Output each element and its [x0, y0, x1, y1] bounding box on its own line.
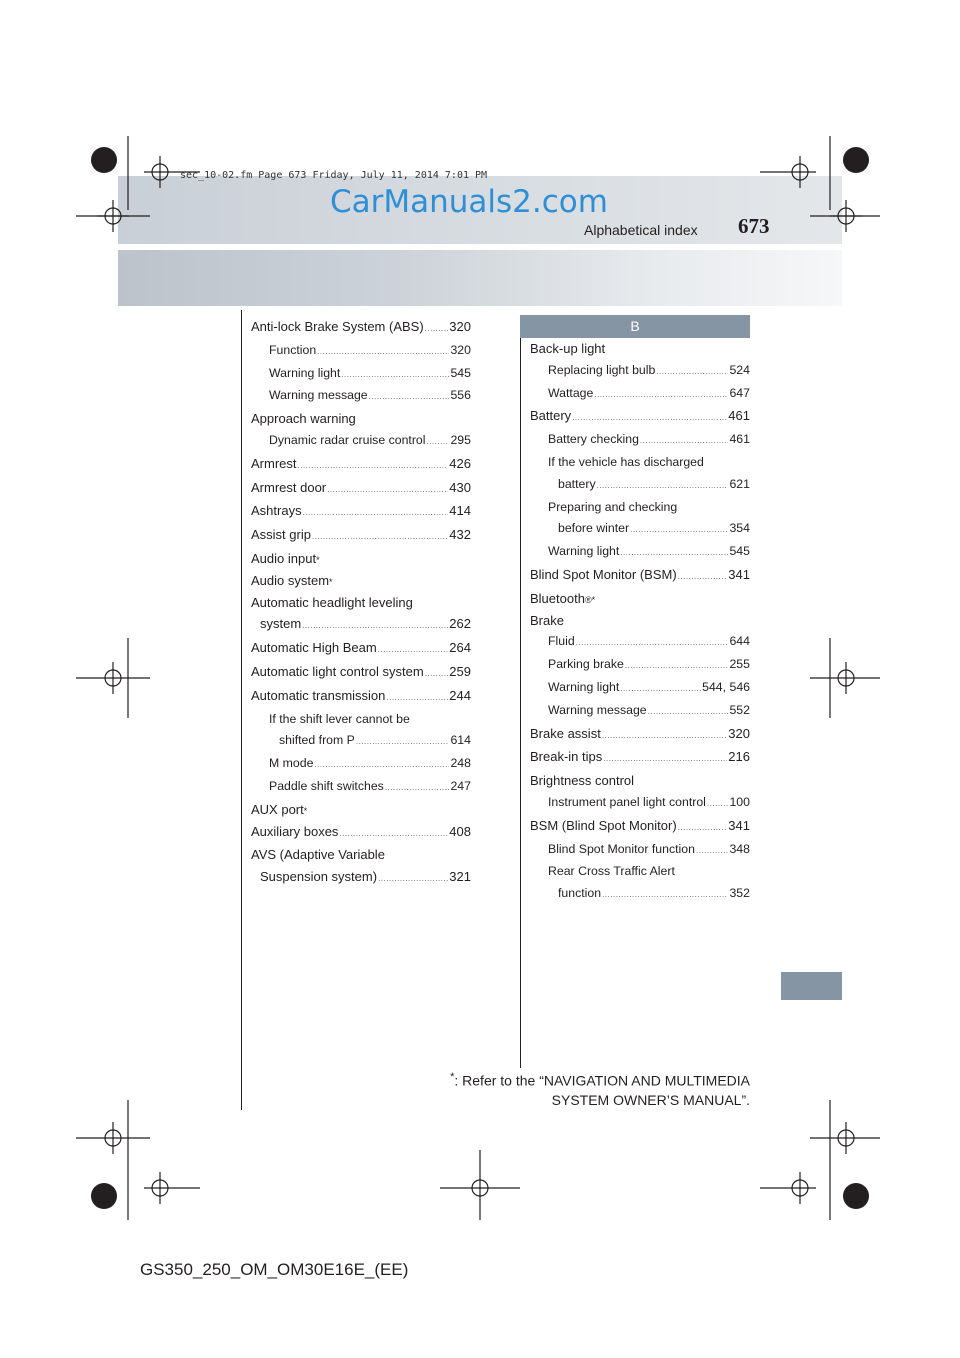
index-entry-page: 341: [728, 817, 750, 833]
index-entry-term: shifted from P: [279, 733, 355, 748]
index-entry-term: Warning message: [269, 388, 368, 403]
index-entry-term: Bluetooth: [530, 590, 585, 606]
index-entry-term: Fluid: [548, 634, 575, 649]
index-entry-page: 644: [729, 634, 750, 649]
index-entry-page: 352: [729, 886, 750, 901]
index-entry: AUX port *: [251, 799, 471, 821]
index-entry-term: before winter: [558, 521, 630, 536]
section-letter-bar: B: [520, 315, 750, 338]
index-entry-term: Warning light: [548, 544, 620, 559]
page-number: 673: [738, 214, 770, 238]
index-entry-term: Battery: [530, 408, 572, 424]
index-entry-page: 321: [449, 869, 471, 885]
index-entry-page: 320: [728, 725, 750, 741]
index-entry-page: 354: [729, 521, 750, 536]
index-entry-term: Function: [269, 342, 317, 357]
index-entry-term: Brake: [530, 612, 564, 628]
index-entry-term: battery: [558, 476, 596, 491]
index-entry-term: Audio input: [251, 550, 317, 566]
index-entry-term: AUX port: [251, 801, 304, 817]
index-entry-page: 430: [449, 479, 471, 495]
index-entry-term: Armrest door: [251, 479, 327, 495]
index-entry-page: 320: [449, 319, 471, 334]
index-entry-page: 414: [449, 503, 471, 519]
index-entry-term: Warning light: [269, 365, 341, 380]
index-entry-term: If the shift lever cannot be: [269, 711, 410, 726]
watermark-text: CarManuals2.com: [330, 184, 608, 220]
print-stamp: sec_10-02.fm Page 673 Friday, July 11, 2014 7:01 PM: [180, 170, 488, 181]
index-entry-page: 348: [729, 841, 750, 856]
index-entry-term: If the vehicle has discharged: [548, 454, 704, 469]
index-entry-term: Assist grip: [251, 527, 311, 543]
index-entry-term: Paddle shift switches: [269, 778, 384, 793]
index-entry-page: 255: [729, 657, 750, 672]
index-entry-term: Parking brake: [548, 657, 624, 672]
index-entry-page: 556: [450, 388, 471, 403]
page-title: Alphabetical index: [584, 222, 698, 238]
index-entry-term: Automatic light control system: [251, 663, 424, 679]
footer-document-code: GS350_250_OM_OM30E16E_(EE): [140, 1260, 409, 1279]
index-entry-term: AVS (Adaptive Variable: [251, 847, 385, 863]
index-entry-term: Battery checking: [548, 432, 639, 447]
index-entry-page: 262: [449, 616, 471, 632]
index-entry-page: 647: [729, 385, 750, 400]
index-entry-page: 621: [729, 476, 750, 491]
index-entry-term: Preparing and checking: [548, 499, 678, 514]
index-entry-term: function: [558, 886, 602, 901]
index-entry-page: 320: [450, 342, 471, 357]
index-entry-term: Brightness control: [530, 773, 635, 789]
index-entry-term: Automatic High Beam: [251, 640, 377, 656]
index-entry-page: 524: [729, 362, 750, 377]
index-entry-page: 461: [729, 432, 750, 447]
index-entry-term: Audio system: [251, 572, 330, 588]
index-entry-term: Blind Spot Monitor function: [548, 841, 695, 856]
index-entry-page: 545: [729, 544, 750, 559]
footnote-line-2: SYSTEM OWNER’S MANUAL”.: [551, 1091, 750, 1108]
index-entry-page: 244: [449, 687, 471, 703]
index-entry-term: Auxiliary boxes: [251, 823, 339, 839]
index-entry-page: 552: [729, 702, 750, 717]
index-entry: Bluetooth ®*: [530, 588, 750, 610]
index-entry-page: 248: [450, 756, 471, 771]
footnote-line-1: : Refer to the “NAVIGATION AND MULTIMEDIA: [454, 1072, 750, 1089]
index-entry-page: 216: [728, 749, 750, 765]
index-entry: Audio system *: [251, 570, 471, 592]
index-entry-page: 614: [450, 733, 471, 748]
index-entry-term: Armrest: [251, 455, 297, 471]
index-entry-term: Instrument panel light control: [548, 794, 706, 809]
index-entry-page: 264: [449, 640, 471, 656]
index-entry-term: Automatic headlight leveling: [251, 594, 413, 610]
index-entry-page: 545: [450, 365, 471, 380]
index-entry: Audio input *: [251, 548, 471, 570]
index-entry-term: Automatic transmission: [251, 687, 386, 703]
index-entry-page: 259: [449, 663, 471, 679]
index-entry-term: Blind Spot Monitor (BSM): [530, 566, 677, 582]
index-entry-term: M mode: [269, 756, 314, 771]
index-entry-term: BSM (Blind Spot Monitor): [530, 817, 677, 833]
index-entry-term: Approach warning: [251, 411, 356, 427]
index-entry-page: 341: [728, 566, 750, 582]
index-entry-term: Warning light: [548, 679, 620, 694]
index-entry-page: 461: [728, 408, 750, 424]
index-entry-page: 408: [449, 823, 471, 839]
index-entry-page: 432: [449, 527, 471, 543]
index-entry-page: 544, 546: [702, 679, 750, 694]
index-entry-page: 100: [729, 794, 750, 809]
index-entry-term: Wattage: [548, 385, 594, 400]
index-entry-term: Rear Cross Traffic Alert: [548, 864, 675, 879]
index-entry-term: system: [260, 616, 302, 632]
index-entry-page: 295: [450, 432, 471, 447]
index-entry-term: Break-in tips: [530, 749, 603, 765]
footnote-star: *: [450, 1071, 455, 1083]
index-entry-term: Back-up light: [530, 341, 606, 356]
index-entry-term: Ashtrays: [251, 503, 302, 519]
index-entry-term: Warning message: [548, 702, 647, 717]
index-entry-page: 247: [450, 778, 471, 793]
index-entry-term: Anti-lock Brake System (ABS): [251, 319, 424, 334]
index-entry-term: Dynamic radar cruise control: [269, 432, 426, 447]
index-entry-page: 426: [449, 455, 471, 471]
index-entry-term: Suspension system): [260, 869, 378, 885]
index-entry-term: Brake assist: [530, 725, 601, 741]
index-entry-term: Replacing light bulb: [548, 362, 656, 377]
